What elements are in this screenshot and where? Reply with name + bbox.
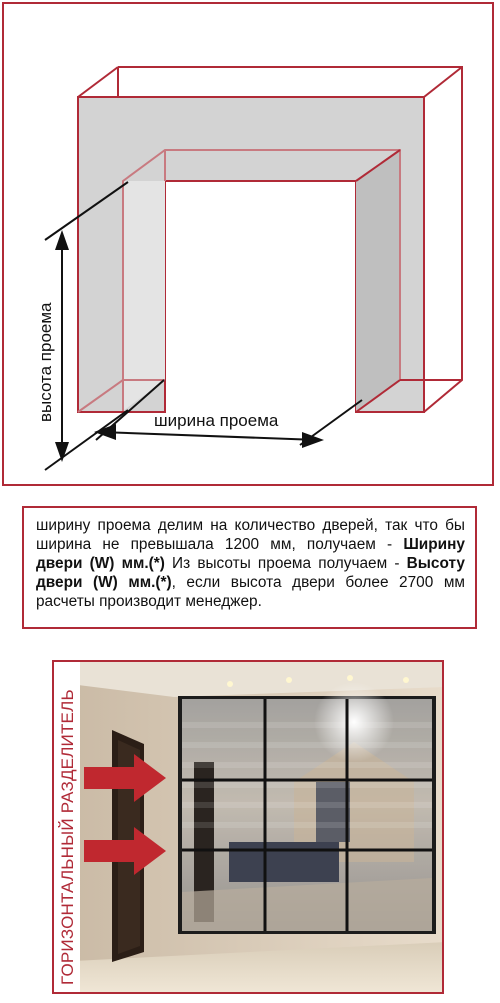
wardrobe-illustration <box>54 662 444 994</box>
frame-inner-left <box>123 181 165 411</box>
horizontal-divider-label: ГОРИЗОНТАЛЬНЫЙ РАЗДЕЛИТЕЛЬ <box>58 689 77 985</box>
calculation-note <box>22 506 477 629</box>
note-bold-door-height: Высоту двери (W) мм.(*) <box>36 555 465 591</box>
note-text-2: Из высоты проема получаем - <box>164 555 407 572</box>
note-bold-door-width: Ширину двери (W) мм.(*) <box>36 536 465 572</box>
note-text-3: , если высота двери более 2700 мм расчеты производит менеджер. <box>36 574 465 610</box>
frame-inner-right <box>356 150 400 412</box>
height-label: высота проема <box>36 302 55 422</box>
note-text-1: ширину проема делим на количество дверей, так что бы ширина не превышала 1200 мм, получаем - <box>36 517 465 553</box>
door-frame-shape <box>78 67 462 412</box>
width-label: ширина проема <box>154 411 279 430</box>
wardrobe-photo <box>52 660 444 994</box>
